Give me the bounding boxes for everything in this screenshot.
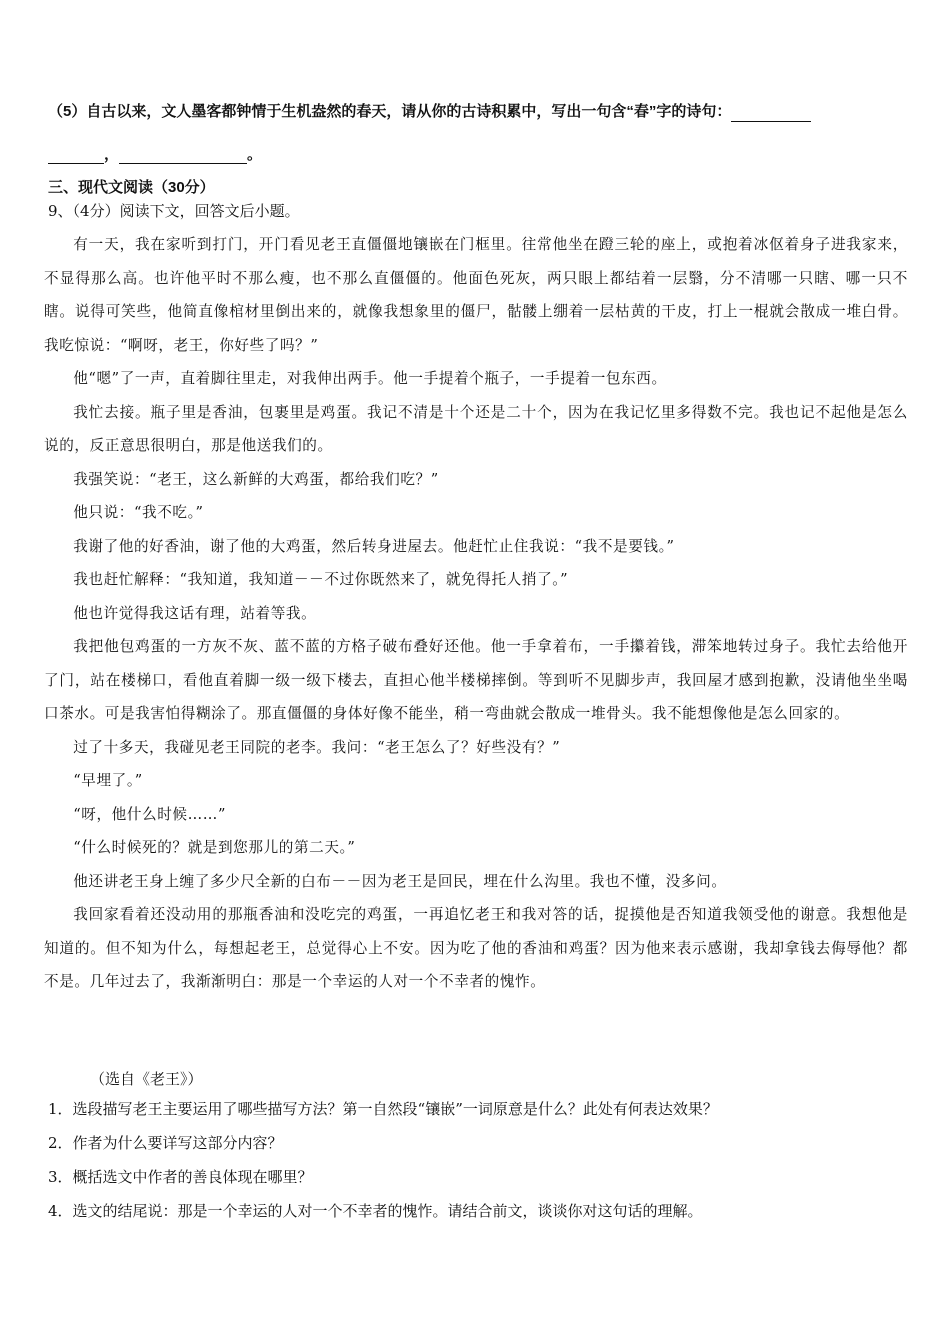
passage-source: （选自《老王》） (90, 1070, 203, 1088)
passage-paragraph: 他“嗯”了一声，直着脚往里走，对我伸出两手。他一手提着个瓶子，一手提着一包东西。 (73, 370, 667, 387)
sub-questions (48, 1096, 908, 1232)
passage-paragraph: 过了十多天，我碰见老王同院的老李。我问：“老王怎么了？好些没有？” (73, 738, 561, 756)
passage-paragraph: 我谢了他的好香油，谢了他的大鸡蛋，然后转身进屋去。他赶忙止住我说：“我不是要钱。” (73, 537, 675, 555)
passage-paragraph: 我把他包鸡蛋的一方灰不灰、蓝不蓝的方格子破布叠好还他。他一手拿着布，一手攥着钱，滞笨地转过身子。我忙去给他开了门，站在楼梯口，看他直着脚一级一级下楼去，直担心他半楼梯摔倒。等到听不见脚步声，我回屋才感到抱歉，没请他坐坐喝口茶水。可是我害怕得糊涂了。那直僵僵的身体好像不能坐，稍一弯曲就会散成一堆骨头。我不能想像他是怎么回家的。 (44, 638, 908, 722)
passage-paragraph: 他只说：“我不吃。” (73, 504, 204, 521)
passage-paragraph: “什么时候死的？就是到您那儿的第二天。” (73, 839, 356, 856)
sub-question-4: 4．选文的结尾说：那是一个幸运的人对一个不幸者的愧怍。请结合前文，谈谈你对这句话的理解。 (48, 1202, 703, 1220)
reading-passage (44, 228, 908, 999)
sub-question-3: 3．概括选文中作者的善良体现在哪里？ (48, 1168, 313, 1186)
section-heading: 三、现代文阅读（30分） (48, 179, 215, 196)
passage-paragraph: “呀，他什么时候……” (73, 805, 227, 823)
passage-paragraph: 我也赶忙解释：“我知道，我知道－－不过你既然来了，就免得托人捎了。” (73, 571, 569, 588)
sub-question-1: 1．选段描写老王主要运用了哪些描写方法？第一自然段“镶嵌”一词原意是什么？此处有何表达效果？ (48, 1100, 718, 1118)
answer-separator: ， (104, 146, 120, 163)
passage-paragraph: 我强笑说：“老王，这么新鲜的大鸡蛋，都给我们吃？” (73, 470, 439, 488)
question-5-text: （5）自古以来，文人墨客都钟情于生机盎然的春天，请从你的古诗积累中，写出一句含“春”字的诗句： (48, 103, 732, 120)
answer-blank-3[interactable] (119, 147, 247, 164)
answer-blank-2[interactable] (48, 147, 104, 164)
answer-blank-1[interactable] (731, 105, 811, 122)
passage-paragraph: 他也许觉得我这话有理，站着等我。 (73, 604, 317, 622)
passage-paragraph: 有一天，我在家听到打门，开门看见老王直僵僵地镶嵌在门框里。往常他坐在蹬三轮的座上，或抱着冰伛着身子进我家来，不显得那么高。也许他平时不那么瘦，也不那么直僵僵的。他面色死灰，两只眼上都结着一层翳，分不清哪一只瞎、哪一只不瞎。说得可笑些，他简直像棺材里倒出来的，就像我想象里的僵尸，骷髅上绷着一层枯黄的干皮，打上一棍就会散成一堆白骨。我吃惊说：“啊呀，老王，你好些了吗？” (44, 236, 908, 354)
answer-end-mark: 。 (247, 146, 263, 163)
question-5-answer-line (48, 143, 262, 164)
passage-paragraph: 我忙去接。瓶子里是香油，包裹里是鸡蛋。我记不清是十个还是二十个，因为在我记忆里多得数不完。我也记不起他是怎么说的，反正意思很明白，那是他送我们的。 (44, 403, 908, 454)
sub-question-2: 2．作者为什么要详写这部分内容？ (48, 1134, 283, 1152)
passage-paragraph: “早埋了。” (73, 772, 143, 789)
passage-paragraph: 他还讲老王身上缠了多少尺全新的白布－－因为老王是回民，埋在什么沟里。我也不懂，没多问。 (73, 872, 727, 890)
question-9-intro: 9、（4分）阅读下文，回答文后小题。 (48, 202, 300, 220)
passage-paragraph: 我回家看着还没动用的那瓶香油和没吃完的鸡蛋，一再追忆老王和我对答的话，捉摸他是否知道我领受他的谢意。我想他是知道的。但不知为什么，每想起老王，总觉得心上不安。因为吃了他的香油和鸡蛋？因为他来表示感谢，我却拿钱去侮辱他？都不是。几年过去了，我渐渐明白：那是一个幸运的人对一个不幸者的愧怍。 (44, 906, 908, 990)
question-5-prompt (48, 102, 908, 122)
